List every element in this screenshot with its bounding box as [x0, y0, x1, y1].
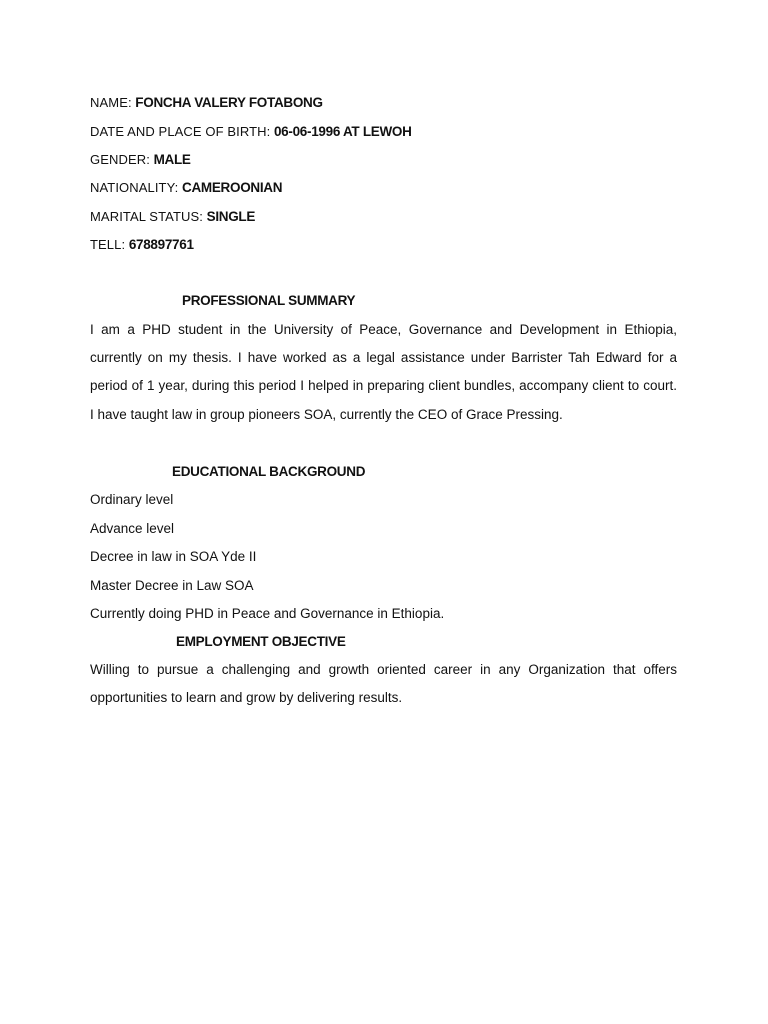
- education-item: Currently doing PHD in Peace and Governance in Ethiopia.: [90, 606, 445, 621]
- marital-status-line: [90, 209, 255, 225]
- educational-background-heading: EDUCATIONAL BACKGROUND: [172, 464, 366, 479]
- professional-summary-text: I am a PHD student in the University of Peace, Governance and Development in Ethiopia, currently on my thesis. I have worked as a legal assistance under Barrister Tah Edward for a period of 1 year, during this period I helped in preparing client bundles, accompany client to court. I have taught law in group pioneers SOA, currently the CEO of Grace Pressing.: [90, 322, 677, 422]
- name-label: NAME:: [90, 95, 132, 110]
- dob-label: DATE AND PLACE OF BIRTH:: [90, 124, 271, 139]
- education-item: Master Decree in Law SOA: [90, 578, 254, 593]
- nationality-line: [90, 180, 282, 196]
- tell-line: [90, 237, 194, 253]
- cv-page: [90, 0, 677, 1024]
- education-item: Ordinary level: [90, 492, 174, 507]
- nationality-value: CAMEROONIAN: [182, 180, 283, 195]
- gender-value: MALE: [153, 152, 191, 167]
- education-item: Decree in law in SOA Yde II: [90, 549, 257, 564]
- dob-value: 06-06-1996 AT LEWOH: [273, 124, 412, 139]
- employment-objective-text: Willing to pursue a challenging and growth oriented career in any Organization that offers opportunities to learn and grow by delivering results.: [90, 662, 677, 706]
- gender-label: GENDER:: [90, 152, 150, 167]
- tell-label: TELL:: [90, 237, 126, 252]
- professional-summary-heading: PROFESSIONAL SUMMARY: [182, 293, 356, 308]
- dob-line: [90, 124, 412, 140]
- name-line: [90, 95, 323, 111]
- marital-status-value: SINGLE: [206, 209, 256, 224]
- marital-status-label: MARITAL STATUS:: [90, 209, 203, 224]
- tell-value: 678897761: [128, 237, 194, 252]
- gender-line: [90, 152, 191, 168]
- employment-objective-heading: EMPLOYMENT OBJECTIVE: [176, 634, 346, 649]
- name-value: FONCHA VALERY FOTABONG: [135, 95, 323, 110]
- education-item: Advance level: [90, 521, 175, 536]
- nationality-label: NATIONALITY:: [90, 180, 179, 195]
